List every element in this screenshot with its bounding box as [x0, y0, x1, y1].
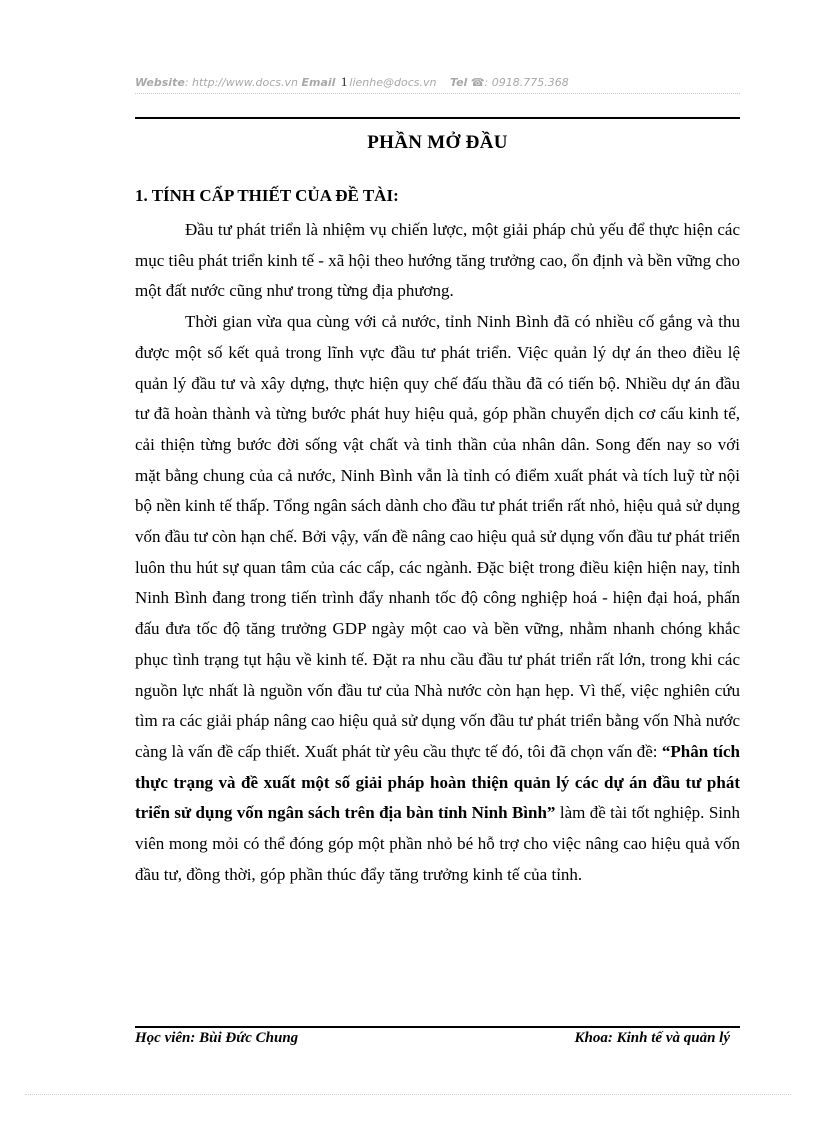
email-link[interactable]: lienhe@docs.vn: [349, 76, 437, 89]
body-text: [135, 215, 740, 890]
section-heading: 1. TÍNH CẤP THIẾT CỦA ĐỀ TÀI:: [135, 186, 399, 205]
footer-faculty: Khoa: Kinh tế và quản lý: [574, 1030, 730, 1046]
header-rule: [135, 117, 740, 119]
phone-icon: ☎: [470, 76, 485, 89]
footer-student: Học viên: Bùi Đức Chung: [135, 1030, 299, 1046]
paragraph-1: Đầu tư phát triển là nhiệm vụ chiến lược, một giải pháp chủ yếu để thực hiện các mục tiêu phát triển kinh tế - xã hội theo hướng tăng trưởng cao, ổn định và bền vững cho một đất nước cũng như trong từng địa phương.: [135, 220, 740, 301]
tel-value: : 0918.775.368: [484, 76, 569, 89]
paragraph-2-intro: Thời gian vừa qua cùng với cả nước, tỉnh Ninh Bình đã có nhiều cố gắng và thu được một số kết quả trong lĩnh vực đầu tư phát triển. Việc quản lý dự án theo điều lệ quản lý đầu tư và xây dựng, thực hiện quy chế đấu thầu đã có tiến bộ. Nhiều dự án đầu tư đã hoàn thành và từng bước phát huy hiệu quả, góp phần chuyển dịch cơ cấu kinh tế, cải thiện từng bước đời sống vật chất và tinh thần của nhân dân. Song đến nay so với mặt bằng chung của cả nước, Ninh Bình vẫn là tỉnh có điểm xuất phát và tích luỹ từ nội bộ nền kinh tế thấp. Tổng ngân sách dành cho đầu tư phát triển rất nhỏ, hiệu quả sử dụng vốn đầu tư còn hạn chế. Bởi vậy, vấn đề nâng cao hiệu quả sử dụng vốn đầu tư phát triển luôn thu hút sự quan tâm của các cấp, các ngành. Đặc biệt trong điều kiện hiện nay, tỉnh Ninh Bình đang trong tiến trình đẩy nhanh tốc độ công nghiệp hoá - hiện đại hoá, phấn đấu đưa tốc độ tăng trưởng GDP ngày một cao và bền vững, nhằm nhanh chóng khắc phục tình trạng tụt hậu về kinh tế. Đặt ra nhu cầu đầu tư phát triển rất lớn, trong khi các nguồn lực nhất là nguồn vốn đầu tư của Nhà nước còn hạn hẹp. Vì thế, việc nghiên cứu tìm ra các giải pháp nâng cao hiệu quả sử dụng vốn đầu tư phát triển bằng vốn Nhà nước càng là vấn đề cấp thiết. Xuất phát từ yêu cầu thực tế đó, tôi đã chọn vấn đề:: [135, 312, 740, 761]
tel-label: Tel: [449, 76, 468, 89]
site-header: [135, 74, 740, 94]
paragraph-2: [135, 307, 740, 890]
page-number: 1: [340, 74, 348, 89]
website-label: Website: [135, 76, 185, 89]
paragraph-2-tail: làm đề tài tốt nghiệp. Sinh viên mong mỏi có thể đóng góp một phần nhỏ bé hỗ trợ cho việc nâng cao hiệu quả vốn đầu tư, đồng thời, góp phần thúc đẩy tăng trưởng kinh tế của tỉnh.: [135, 803, 741, 884]
page-bottom-dotted-rule: [25, 1094, 791, 1095]
email-label: Email: [301, 76, 336, 89]
thesis-title: “Phân tích thực trạng và đề xuất một số giải pháp hoàn thiện quản lý các dự án đầu tư phát triển sử dụng vốn ngân sách trên địa bàn tỉnh Ninh Bình”: [135, 741, 741, 823]
footer-rule: [135, 1026, 740, 1028]
header-dotted-rule: [135, 93, 740, 94]
website-link[interactable]: : http://www.docs.vn: [184, 76, 298, 89]
page-title: PHẦN MỞ ĐẦU: [367, 132, 508, 153]
